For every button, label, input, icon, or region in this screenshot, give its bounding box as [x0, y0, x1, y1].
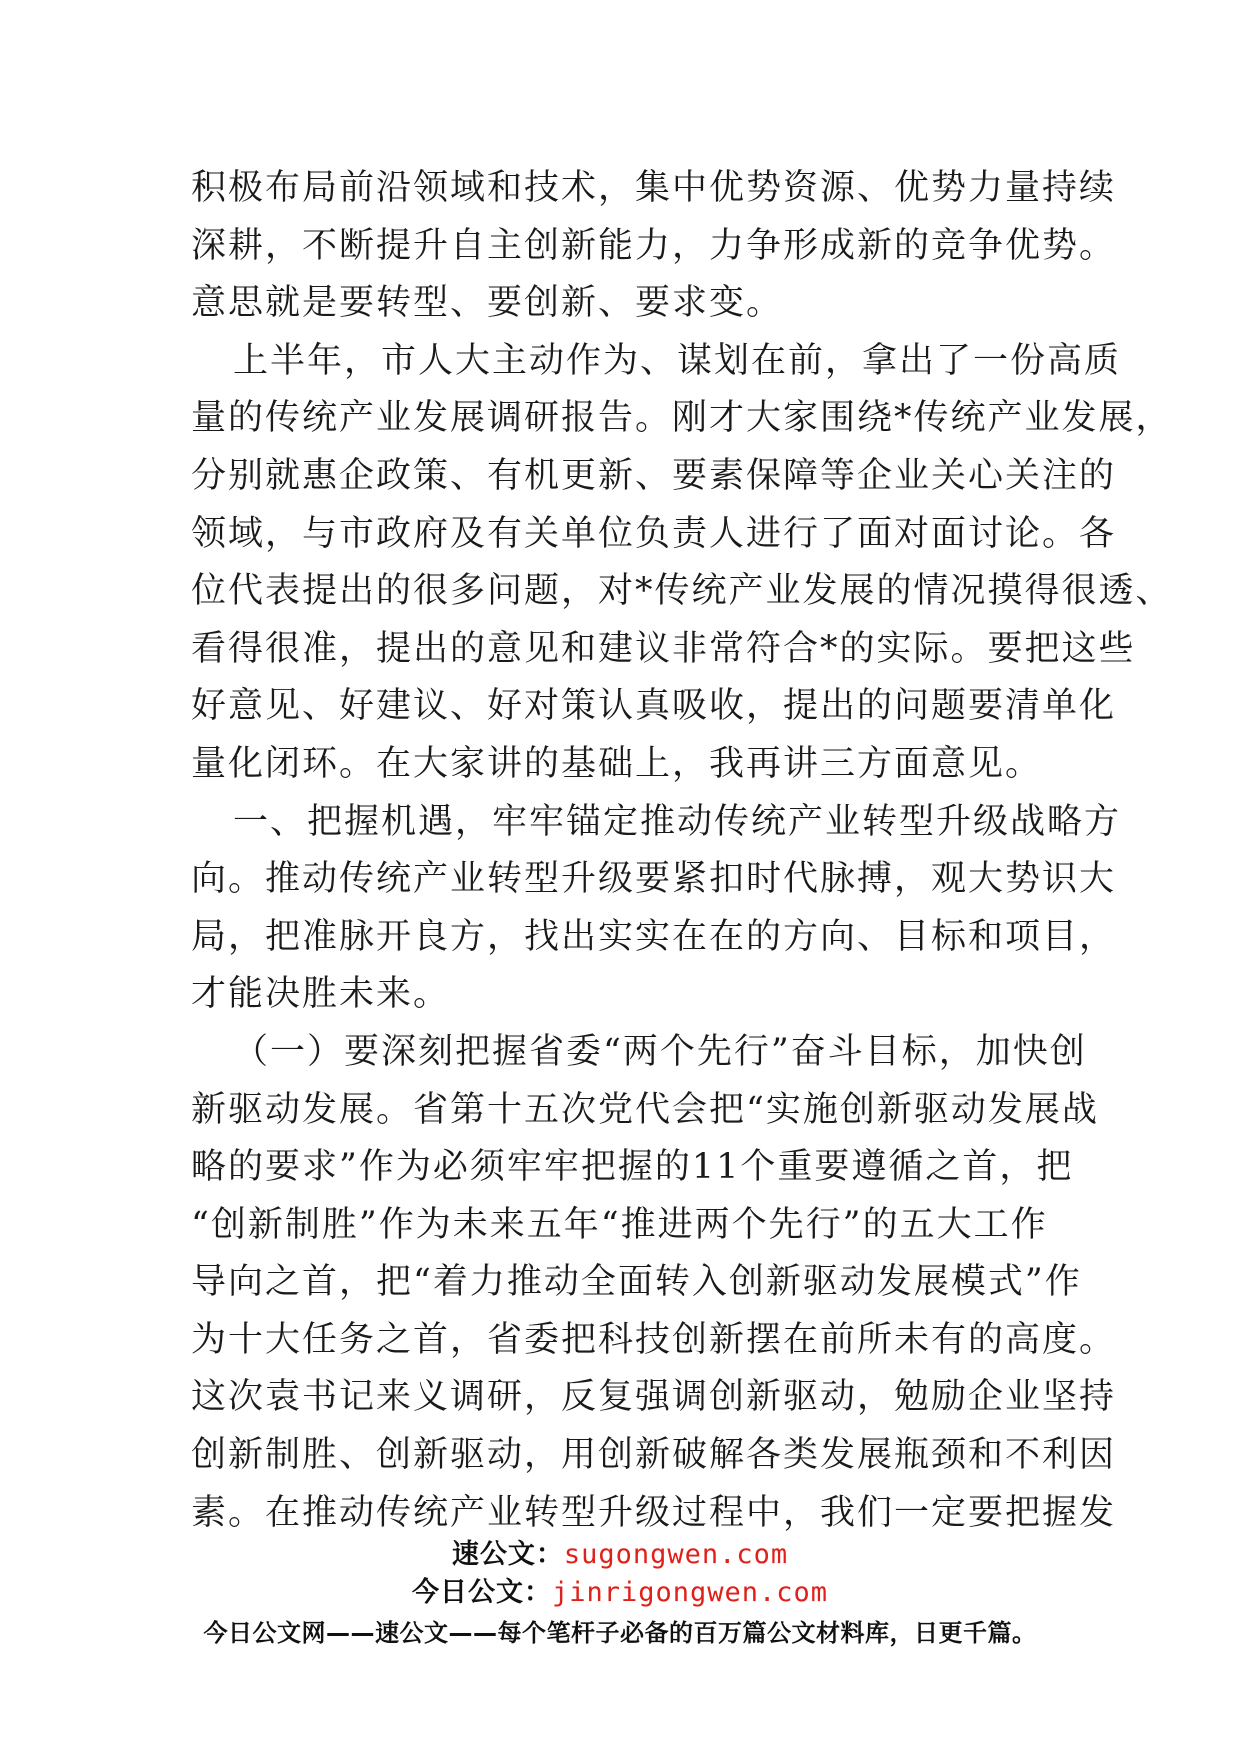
text-line: 领域，与市政府及有关单位负责人进行了面对面讨论。各: [191, 513, 1117, 554]
text-line: 才能决胜未来。: [191, 974, 451, 1015]
text-line: 新驱动发展。省第十五次党代会把“实施创新驱动发展战: [191, 1089, 1099, 1130]
text-line: 导向之首，把“着力推动全面转入创新驱动发展模式”作: [191, 1262, 1082, 1303]
footer-domain-link-2[interactable]: jinrigongwen.com: [551, 1577, 829, 1608]
text-line: 略的要求”作为必须牢牢把握的11个重要遵循之首，把: [191, 1147, 1074, 1188]
text-line: 积极布局前沿领域和技术，集中优势资源、优势力量持续: [191, 168, 1117, 208]
text-line: 量化闭环。在大家讲的基础上，我再讲三方面意见。: [191, 743, 1043, 784]
footer-domain-link-1[interactable]: sugongwen.com: [563, 1539, 789, 1570]
section-heading-line: 一、把握机遇，牢牢锚定推动传统产业转型升级战略方: [233, 801, 1122, 842]
text-line: 深耕，不断提升自主创新能力，力争形成新的竞争优势。: [191, 225, 1117, 266]
subsection-heading-line: （一）要深刻把握省委“两个先行”奋斗目标，加快创: [233, 1031, 1087, 1072]
text-line: 素。在推动传统产业转型升级过程中，我们一定要把握发: [191, 1492, 1117, 1533]
text-line: 局，把准脉开良方，找出实实在在的方向、目标和项目，: [191, 916, 1117, 957]
text-line: 分别就惠企政策、有机更新、要素保障等企业关心关注的: [191, 455, 1117, 496]
watermark-footer: [0, 1536, 1240, 1650]
footer-label-2: 今日公文：: [411, 1577, 552, 1608]
document-body: [191, 160, 1173, 1542]
footer-slogan: 今日公文网——速公文——每个笔杆子必备的百万篇公文材料库，日更千篇。: [203, 1619, 1037, 1647]
text-line: 位代表提出的很多问题，对*传统产业发展的情况摸得很透、: [191, 571, 1173, 612]
text-line: “创新制胜”作为未来五年“推进两个先行”的五大工作: [191, 1204, 1048, 1245]
text-line: 创新制胜、创新驱动，用创新破解各类发展瓶颈和不利因: [191, 1435, 1117, 1476]
text-line: 这次袁书记来义调研，反复强调创新驱动，勉励企业坚持: [191, 1377, 1117, 1418]
paragraph-start-line: 上半年，市人大主动作为、谋划在前，拿出了一份高质: [233, 340, 1122, 381]
text-line: 向。推动传统产业转型升级要紧扣时代脉搏，观大势识大: [191, 859, 1117, 900]
text-line: 量的传统产业发展调研报告。刚才大家围绕*传统产业发展，: [191, 398, 1173, 439]
text-line: 看得很准，提出的意见和建议非常符合*的实际。要把这些: [191, 628, 1136, 669]
text-line: 为十大任务之首，省委把科技创新摆在前所未有的高度。: [191, 1319, 1117, 1360]
footer-site-line-2: [0, 1574, 1240, 1612]
text-line: 好意见、好建议、好对策认真吸收，提出的问题要清单化: [191, 686, 1117, 727]
text-line: 意思就是要转型、要创新、要求变。: [191, 283, 784, 324]
footer-site-line-1: [0, 1536, 1240, 1574]
footer-label-1: 速公文：: [451, 1539, 564, 1570]
